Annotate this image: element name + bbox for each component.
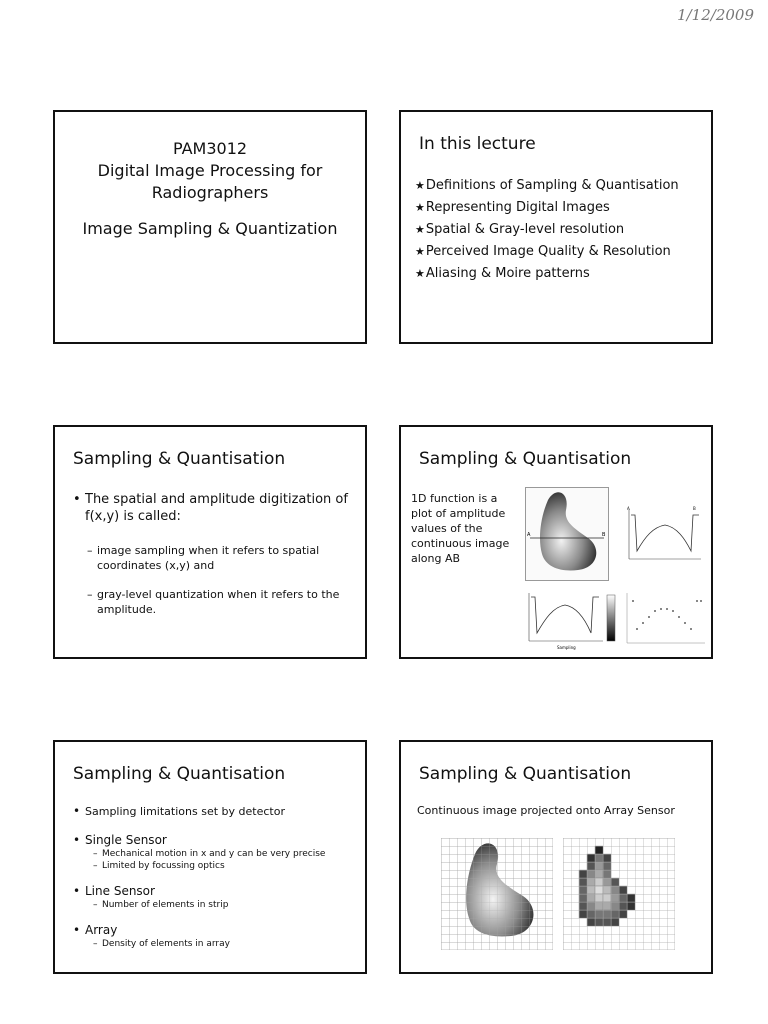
sub-dash: –: [93, 939, 98, 949]
bullet-dot: •: [73, 923, 81, 937]
plot-svg: [623, 505, 703, 561]
sub-item: [93, 860, 363, 872]
list-item: ★ Representing Digital Images: [415, 200, 679, 215]
sub-item-text: Number of elements in strip: [102, 900, 229, 910]
amplitude-plot-quantized: [525, 589, 619, 651]
sample-points: [632, 600, 702, 630]
slide-1d-function: [399, 425, 713, 659]
slide-definitions: [53, 425, 367, 659]
bullet-dot: •: [73, 492, 81, 507]
sub-bullet-text: image sampling when it refers to spatial coordinates (x,y) and: [97, 544, 320, 572]
continuous-image-svg: [526, 488, 608, 580]
lecture-subtitle: Image Sampling & Quantization: [82, 219, 338, 238]
slide-heading: Sampling & Quantisation: [73, 764, 286, 784]
gray-scale-bar: [607, 595, 615, 641]
list-item: ★ Perceived Image Quality & Resolution: [415, 244, 679, 259]
label-b: B: [693, 506, 696, 511]
sensor-list: [73, 804, 363, 950]
bullet-dot: •: [73, 884, 81, 898]
slide-sensor-limits: [53, 740, 367, 974]
title-block: [55, 138, 365, 240]
sub-bullet-text: gray-level quantization when it refers to the amplitude.: [97, 588, 340, 616]
sub-item: [93, 899, 363, 911]
sub-item-text: Limited by focussing optics: [102, 861, 225, 871]
sub-item-text: Mechanical motion in x and y can be very precise: [102, 849, 326, 859]
continuous-on-grid-figure: [441, 838, 553, 950]
sub-dash: –: [87, 544, 93, 557]
list-item: [73, 884, 363, 899]
sub-dash: –: [93, 861, 98, 871]
slide-title: [53, 110, 367, 344]
label-b: B: [602, 532, 606, 538]
slide-heading: Sampling & Quantisation: [419, 764, 632, 784]
slide-array-sensor: [399, 740, 713, 974]
amplitude-curve: [631, 515, 699, 551]
bullet-dot: •: [73, 804, 81, 818]
list-item-text: Array: [85, 923, 118, 937]
title-line-2: Radiographers: [151, 183, 269, 202]
bullet-dot: •: [73, 833, 81, 847]
plot-svg: [623, 589, 709, 651]
sub-dash: –: [87, 588, 93, 601]
list-item: ★ Aliasing & Moire patterns: [415, 266, 679, 281]
amplitude-curve: [531, 597, 599, 633]
slide-heading: Sampling & Quantisation: [419, 449, 632, 469]
list-item: [73, 923, 363, 938]
sampled-on-grid-figure: [563, 838, 675, 950]
plot-svg: [525, 589, 619, 651]
list-item: ★ Spatial & Gray-level resolution: [415, 222, 679, 237]
sub-item: [93, 938, 363, 950]
list-item-text: Sampling limitations set by detector: [85, 805, 285, 818]
list-item: [73, 833, 363, 848]
continuous-image-figure: [525, 487, 609, 581]
list-item-text: Line Sensor: [85, 884, 155, 898]
outline-list: [415, 178, 679, 288]
slide-outline: [399, 110, 713, 344]
label-a: A: [627, 506, 630, 511]
list-item-text: Single Sensor: [85, 833, 167, 847]
sub-bullet: [87, 587, 347, 617]
figure-caption: Continuous image projected onto Array Sensor: [417, 804, 675, 817]
sub-item-text: Density of elements in array: [102, 939, 230, 949]
main-bullet: [73, 491, 355, 525]
amplitude-plot-continuous: [623, 505, 703, 561]
slide-heading: In this lecture: [419, 134, 536, 154]
list-item: [73, 804, 363, 819]
sampled-dots-plot: [623, 589, 709, 651]
sub-bullet: [87, 543, 347, 573]
label-a: A: [527, 532, 531, 538]
title-line-1: Digital Image Processing for: [97, 161, 323, 180]
course-code: PAM3012: [172, 139, 248, 158]
grid-sampled-svg: [563, 838, 675, 950]
list-item: ★ Definitions of Sampling & Quantisation: [415, 178, 679, 193]
axis-label: Sampling: [557, 645, 576, 650]
bullet-text: The spatial and amplitude digitization of f(x,y) is called:: [85, 492, 348, 524]
grid-continuous-svg: [441, 838, 553, 950]
blob-shape: [540, 492, 596, 570]
sub-dash: –: [93, 900, 98, 910]
page-date: 1/12/2009: [677, 6, 754, 24]
slide-heading: Sampling & Quantisation: [73, 449, 286, 469]
description-text: 1D function is a plot of amplitude values of the continuous image along AB: [411, 492, 510, 565]
sub-item: [93, 848, 363, 860]
sub-dash: –: [93, 849, 98, 859]
